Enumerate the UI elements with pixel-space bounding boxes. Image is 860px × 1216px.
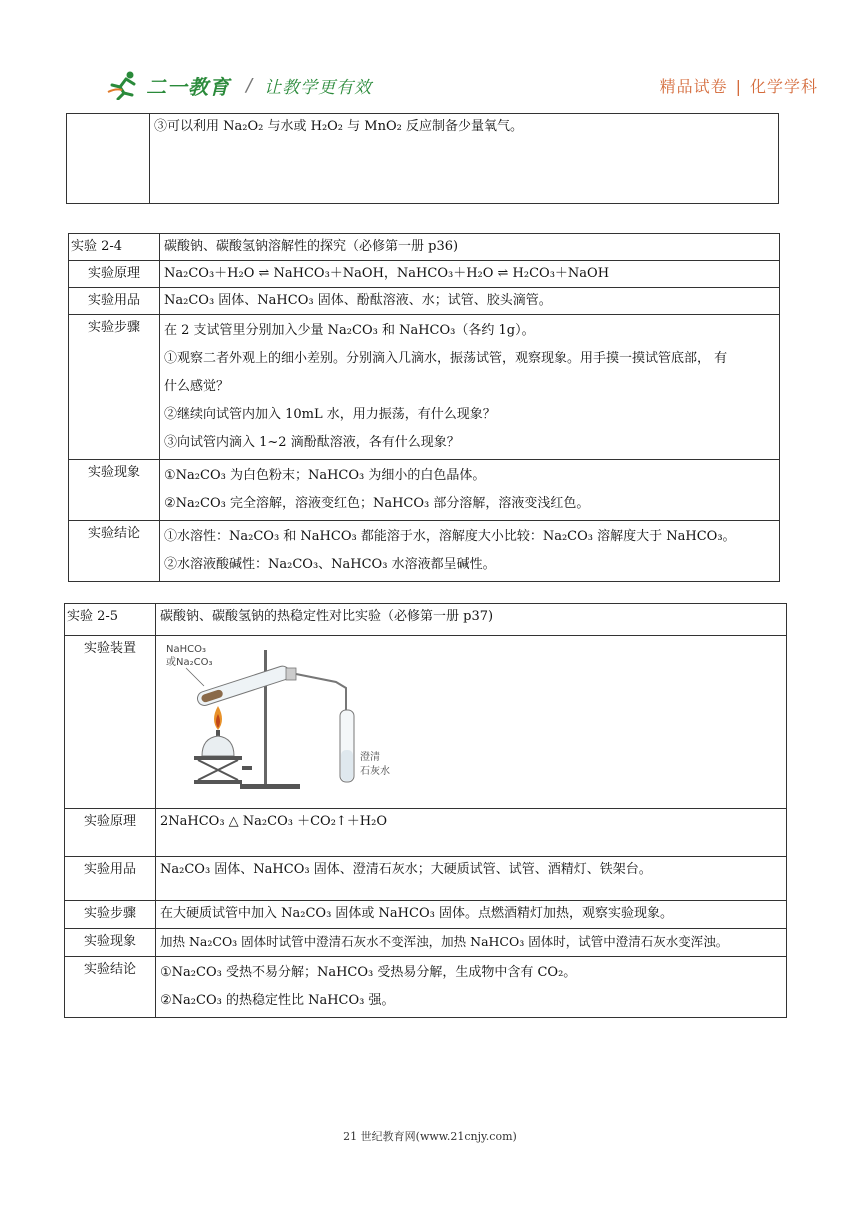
alcohol-lamp (202, 736, 234, 756)
top-table-label-cell (67, 114, 150, 204)
experiment-2-4-table (68, 233, 780, 582)
exp25-conclusion-line: ①Na₂CO₃ 受热不易分解；NaHCO₃ 受热易分解，生成物中含有 CO₂。 (160, 965, 577, 980)
exp24-materials: Na₂CO₃ 固体、NaHCO₃ 固体、酚酞溶液、水；试管、胶头滴管。 (160, 288, 780, 315)
exp24-phenomenon-line: ②Na₂CO₃ 完全溶解，溶液变红色；NaHCO₃ 部分溶解，溶液变浅红色。 (164, 496, 590, 511)
apparatus-label-limewater-1: 澄清 (360, 752, 380, 763)
top-table (66, 113, 779, 204)
exp24-label-conclusion: 实验结论 (69, 521, 160, 582)
exp25-id: 实验 2-5 (65, 604, 156, 636)
exp25-phenomena: 加热 Na₂CO₃ 固体时试管中澄清石灰水不变浑浊，加热 NaHCO₃ 固体时，试管中澄清石灰水变浑浊。 (156, 929, 787, 957)
apparatus-label-limewater-2: 石灰水 (360, 766, 390, 777)
exp24-title: 碳酸钠、碳酸氢钠溶解性的探究（必修第一册 p36) (160, 234, 780, 261)
lab-jack-knob (242, 766, 252, 770)
exp25-apparatus-cell (156, 636, 787, 809)
exp25-materials: Na₂CO₃ 固体、NaHCO₃ 固体、澄清石灰水；大硬质试管、试管、酒精灯、铁架台。 (156, 857, 787, 901)
exp24-phenomenon-line: ①Na₂CO₃ 为白色粉末；NaHCO₃ 为细小的白色晶体。 (164, 468, 486, 483)
top-table-line: ③可以利用 Na₂O₂ 与水或 H₂O₂ 与 MnO₂ 反应制备少量氧气。 (154, 119, 523, 134)
exp25-conclusion-line: ②Na₂CO₃ 的热稳定性比 NaHCO₃ 强。 (160, 993, 395, 1008)
exp24-label-principle: 实验原理 (69, 261, 160, 288)
exp25-principle: 2NaHCO₃ △ Na₂CO₃ ＋CO₂↑＋H₂O (156, 809, 787, 857)
lab-jack-top (194, 756, 242, 760)
brand-separator: | (735, 77, 742, 96)
exp24-steps (160, 315, 780, 460)
runner-logo-icon (106, 70, 142, 100)
apparatus-diagram (160, 638, 390, 798)
apparatus-label-na2co3: 或Na₂CO₃ (166, 657, 213, 668)
exp24-conclusion-line: ①水溶性：Na₂CO₃ 和 NaHCO₃ 都能溶于水，溶解度大小比较：Na₂CO₃ 溶解度大于 NaHCO₃。 (164, 529, 736, 544)
exp24-id: 实验 2-4 (69, 234, 160, 261)
exp25-label-phenomena: 实验现象 (65, 929, 156, 957)
exp24-step-line: ③向试管内滴入 1~2 滴酚酞溶液，各有什么现象？ (164, 435, 460, 450)
page-footer: 21 世纪教育网(www.21cnjy.com) (343, 1130, 517, 1143)
lab-jack-base (194, 780, 242, 784)
exp25-conclusion (156, 957, 787, 1018)
page-header (0, 0, 860, 110)
exp25-label-materials: 实验用品 (65, 857, 156, 901)
delivery-tube (296, 674, 346, 770)
lamp-wick (216, 730, 220, 736)
exp24-step-line: ①观察二者外观上的细小差别。分别滴入几滴水，振荡试管，观察现象。用手摸一摸试管底部， 有 (164, 351, 728, 366)
exp24-step-line: ②继续向试管内加入 10mL 水，用力振荡，有什么现象？ (164, 407, 496, 422)
stand-rod (264, 650, 267, 786)
exp25-title: 碳酸钠、碳酸氢钠的热稳定性对比实验（必修第一册 p37) (156, 604, 787, 636)
exp25-steps: 在大硬质试管中加入 Na₂CO₃ 固体或 NaHCO₃ 固体。点燃酒精灯加热，观察实验现象。 (156, 901, 787, 929)
exp24-label-materials: 实验用品 (69, 288, 160, 315)
exp24-conclusion (160, 521, 780, 582)
apparatus-label-pointer (186, 668, 204, 686)
exp24-step-line: 在 2 支试管里分别加入少量 Na₂CO₃ 和 NaHCO₃（各约 1g）。 (164, 323, 535, 338)
experiment-2-5-table (64, 603, 787, 1018)
exp25-label-conclusion: 实验结论 (65, 957, 156, 1018)
brand-right (660, 74, 818, 97)
stopper (286, 668, 296, 680)
brand-left-text: 精品试卷 (659, 77, 728, 96)
exp24-principle-equation: Na₂CO₃＋H₂O ⇌ NaHCO₃＋NaOH，NaHCO₃＋H₂O ⇌ H₂CO₃＋NaOH (164, 266, 610, 281)
exp24-conclusion-line: ②水溶液酸碱性：Na₂CO₃、NaHCO₃ 水溶液都呈碱性。 (164, 557, 496, 572)
exp25-label-steps: 实验步骤 (65, 901, 156, 929)
stand-base (240, 784, 300, 789)
lab-jack-scissor (198, 760, 238, 780)
logo-slogan: 让教学更有效 (264, 77, 373, 98)
logo-separator: / (246, 74, 253, 96)
limewater (341, 750, 353, 781)
brand-right-text: 化学学科 (749, 77, 818, 96)
exp24-label-phenomena: 实验现象 (69, 460, 160, 521)
exp24-phenomena (160, 460, 780, 521)
exp25-label-apparatus: 实验装置 (65, 636, 156, 809)
big-test-tube (196, 664, 292, 707)
logo-name: 二一教育 (146, 74, 230, 99)
apparatus-label-nahco3: NaHCO₃ (166, 644, 206, 655)
exp24-principle (160, 261, 780, 288)
exp24-step-line: 什么感觉？ (164, 379, 230, 394)
exp25-label-principle: 实验原理 (65, 809, 156, 857)
top-table-content-cell (150, 114, 779, 204)
logo (106, 70, 372, 100)
exp24-label-steps: 实验步骤 (69, 315, 160, 460)
